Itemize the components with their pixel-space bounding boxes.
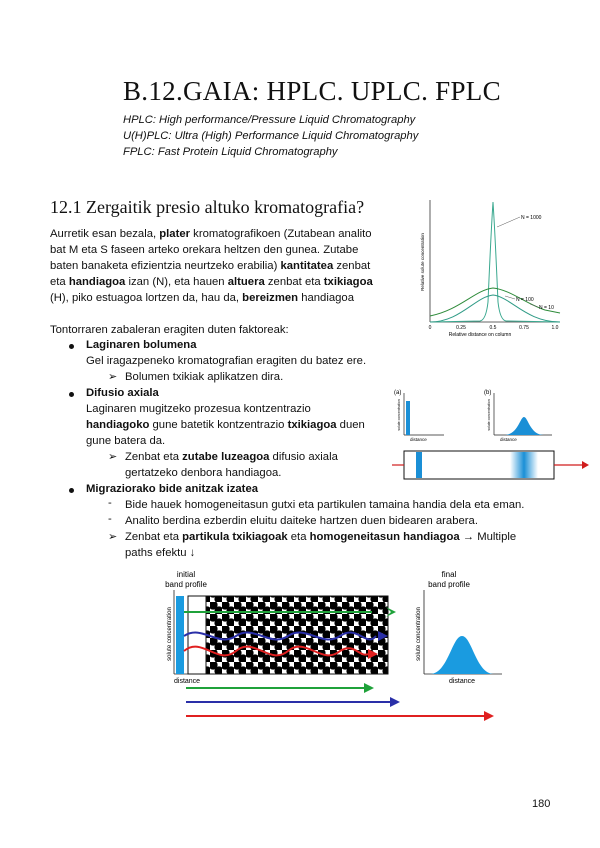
label-n100: N = 100: [516, 297, 534, 303]
column-inlet: [188, 596, 206, 674]
arrow-bullet-icon: ➢: [108, 451, 118, 463]
axial-diffusion-figure: [392, 385, 592, 485]
fig3-xlabel-right: distance: [448, 678, 476, 685]
fig2-xlabel-a: distance: [410, 437, 427, 442]
sub-bullet-text: Analito berdina ezberdin eluitu daiteke hartzen duen bidearen arabera.: [125, 515, 478, 527]
fig1-tick: 0.25: [456, 325, 466, 331]
fig2-xlabel-b: distance: [500, 437, 517, 442]
fig3-xlabel-left: distance: [174, 678, 201, 685]
bullet-dot: [69, 392, 74, 397]
curve-n10: [430, 288, 560, 316]
multiple-paths-figure: [162, 566, 512, 726]
bullet-text: gune batera da.: [86, 435, 166, 447]
fig3-ylabel-right: solute concentration: [416, 607, 422, 661]
arrow-bullet-icon: ➢: [108, 371, 118, 383]
subtitle-hplc: HPLC: High performance/Pressure Liquid Chromatography: [123, 114, 416, 126]
sub-bullet-text: paths efektu ↓: [125, 547, 196, 559]
sub-bullet-text: Bide hauek homogeneitasun gutxi eta partikulen tamaina handia dela eta eman.: [125, 499, 525, 511]
subtitle-uplc: U(H)PLC: Ultra (High) Performance Liquid Chromatography: [123, 130, 419, 142]
bullet-dot: [69, 488, 74, 493]
page-title: B.12.GAIA: HPLC. UPLC. FPLC: [123, 76, 501, 106]
narrow-band: [416, 452, 422, 478]
subtitle-fplc: FPLC: Fast Protein Liquid Chromatography: [123, 146, 338, 158]
fig2-ylabel-a: solute concentration: [397, 399, 401, 431]
initial-label-line2: band profile: [165, 580, 207, 589]
sub-bullet-text: Zenbat eta zutabe luzeagoa difusio axiala: [125, 451, 338, 463]
panel-b-label: (b): [484, 390, 492, 396]
arrow-head-icon: [364, 683, 374, 693]
panel-a-label: (a): [394, 390, 402, 396]
fig1-tick: 0.5: [489, 325, 497, 331]
bullet-text: handiagoko gune batetik kontzentrazio txikiagoa duen: [86, 419, 365, 431]
sub-bullet-text: Zenbat eta partikula txikiagoak eta homogeneitasun handiagoa → Multiple: [125, 531, 517, 543]
dash-bullet: -: [108, 497, 112, 509]
plate-theory-figure: [420, 192, 570, 342]
bullet-text: Gel iragazpeneko kromatografian eragiten du batez ere.: [86, 355, 367, 367]
broad-band: [510, 452, 538, 478]
final-band-peak: [430, 636, 494, 674]
label-n10: N = 10: [539, 305, 554, 311]
fig3-ylabel-left: solute concentration: [167, 607, 173, 661]
sub-bullet-text: Bolumen txikiak aplikatzen dira.: [125, 371, 284, 383]
sub-bullet-text: gertatzeko denbora handiagoa.: [125, 467, 282, 479]
bullet-title: Migraziorako bide anitzak izatea: [86, 483, 259, 495]
section-heading: 12.1 Zergaitik presio altuko kromatografia?: [50, 197, 365, 217]
factors-intro: Tontorraren zabaleran eragiten duten faktoreak:: [50, 324, 289, 336]
arrow-head-icon: [390, 697, 400, 707]
page-number: 180: [532, 798, 551, 810]
fig2-ylabel-b: solute concentration: [487, 399, 491, 431]
bullet-text: Laginaren mugitzeko prozesua kontzentrazio: [86, 403, 311, 415]
bullet-title: Laginaren bolumena: [86, 339, 197, 351]
label-n1000: N = 1000: [521, 215, 542, 221]
initial-label-line1: initial: [176, 570, 196, 579]
final-label-line2: band profile: [428, 580, 470, 589]
bullet-title: Difusio axiala: [86, 387, 159, 399]
final-label-line1: final: [441, 570, 457, 579]
intro-paragraph: Aurretik esan bezala, plater kromatografikoen (Zutabean analito bat M eta S faseen arteko orekara heltzen den gunea. Zutabe baten banaketa efizientzia neurtzeko erabilia) kantitatea zenbat eta handiagoa izan (N), eta hauen altuera zenbat eta txikiagoa (H), piko estuagoa lortzen da, hau da, bereizmen handiagoa: [50, 228, 373, 304]
dash-bullet: -: [108, 513, 112, 525]
fig1-xlabel: Relative distance on column: [448, 332, 512, 338]
initial-band-bar: [176, 596, 184, 674]
bullet-dot: [69, 344, 74, 349]
arrow-bullet-icon: ➢: [108, 531, 118, 543]
fig1-tick: 0.75: [519, 325, 529, 331]
fig1-tick: 1.0: [551, 325, 559, 331]
fig1-tick: 0: [428, 325, 432, 331]
initial-band-bar: [406, 401, 410, 435]
arrow-head-icon: [484, 711, 494, 721]
arrow-head-icon: [582, 461, 589, 469]
fig1-ylabel: Relative solute concentration: [420, 233, 425, 291]
diffused-band-peak: [504, 417, 544, 435]
